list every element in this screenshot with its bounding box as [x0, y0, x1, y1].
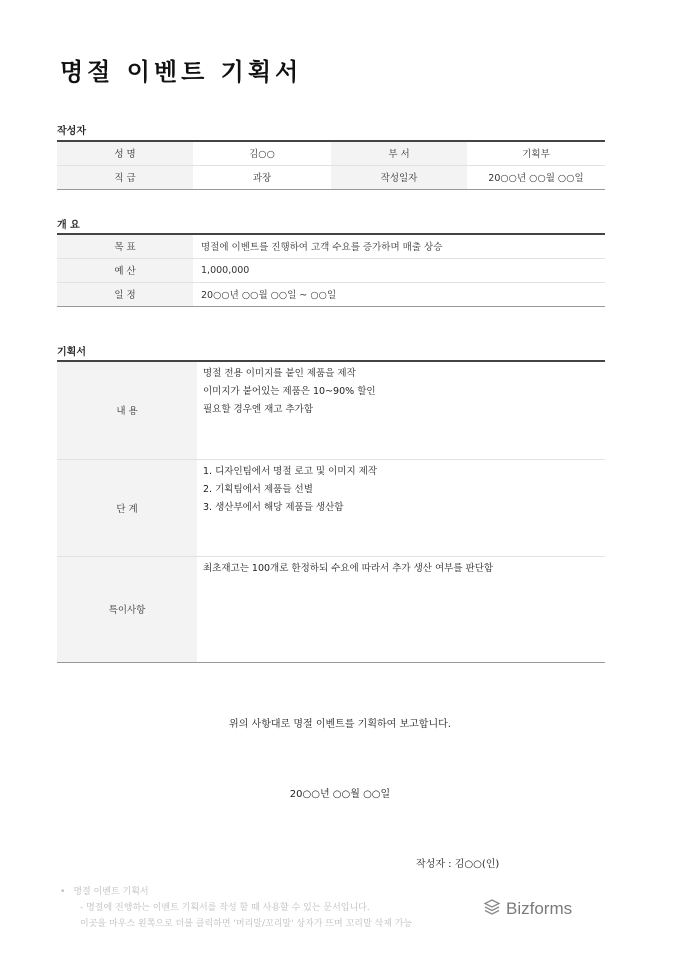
- table-row: [57, 258, 605, 282]
- schedule-value: 20○○년 ○○월 ○○일 ~ ○○일: [193, 282, 605, 306]
- bullet-icon: •: [60, 887, 66, 897]
- brand-name: Bizforms: [506, 899, 573, 918]
- writer-section-label: 작성자: [57, 126, 86, 137]
- name-value: 김○○: [193, 141, 331, 165]
- footer-note[interactable]: [60, 884, 412, 932]
- footer-title-line: [60, 884, 412, 900]
- budget-value: 1,000,000: [193, 258, 605, 282]
- signer-line: 작성자 : 김○○(인): [416, 859, 500, 870]
- schedule-label: 일 정: [57, 282, 193, 306]
- position-value: 과장: [193, 165, 331, 189]
- footer-title: 명절 이벤트 기획서: [73, 887, 149, 897]
- date-value: 20○○년 ○○월 ○○일: [467, 165, 605, 189]
- department-value: 기획부: [467, 141, 605, 165]
- goal-value: 명절에 이벤트를 진행하여 고객 수요를 증가하며 매출 상승: [193, 234, 605, 258]
- steps-body: [197, 459, 605, 556]
- budget-label: 예 산: [57, 258, 193, 282]
- position-label: 직 급: [57, 165, 193, 189]
- notes-label: 특이사항: [57, 556, 197, 662]
- document-title: 명절 이벤트 기획서: [60, 58, 303, 86]
- content-label: 내 용: [57, 361, 197, 459]
- notes-body: [197, 556, 605, 662]
- table-row: [57, 361, 605, 459]
- table-row: [57, 556, 605, 662]
- table-row: [57, 234, 605, 258]
- table-row: [57, 282, 605, 306]
- plan-section-label: 기획서: [57, 347, 86, 358]
- date-label: 작성일자: [331, 165, 467, 189]
- goal-label: 목 표: [57, 234, 193, 258]
- footer-line: 이곳을 마우스 왼쪽으로 더블 클릭하면 '머리말/꼬리말' 상자가 뜨며 꼬리말 삭제 가능: [80, 919, 413, 929]
- content-body: [197, 361, 605, 459]
- step-line: 2. 기획팀에서 제품들 선별: [203, 483, 313, 495]
- report-date: 20○○년 ○○월 ○○일: [289, 789, 391, 800]
- footer-line: - 명절에 진행하는 이벤트 기획서를 작성 할 때 사용할 수 있는 문서입니다.: [80, 903, 370, 913]
- stacked-layers-icon: [483, 898, 501, 920]
- table-row: [57, 141, 605, 165]
- step-line: 3. 생산부에서 해당 제품들 생산함: [203, 501, 344, 513]
- step-line: 1. 디자인팀에서 명절 로고 및 이미지 제작: [203, 465, 378, 477]
- department-label: 부 서: [331, 141, 467, 165]
- table-row: [57, 459, 605, 556]
- name-label: 성 명: [57, 141, 193, 165]
- table-row: [57, 165, 605, 189]
- steps-label: 단 계: [57, 459, 197, 556]
- plan-table: [57, 360, 605, 663]
- brand-logo: [483, 898, 572, 920]
- content-line: 이미지가 붙어있는 제품은 10~90% 할인: [203, 386, 376, 397]
- content-line: 명절 전용 이미지를 붙인 제품을 제작: [203, 368, 356, 379]
- overview-section-label: 개 요: [57, 220, 80, 231]
- overview-table: [57, 233, 605, 307]
- notes-line: 최초재고는 100개로 한정하되 수요에 따라서 추가 생산 여부를 판단함: [203, 562, 494, 574]
- content-line: 필요할 경우엔 재고 추가함: [203, 404, 314, 415]
- report-statement: 위의 사항대로 명절 이벤트를 기획하여 보고합니다.: [229, 719, 451, 730]
- writer-table: [57, 140, 605, 190]
